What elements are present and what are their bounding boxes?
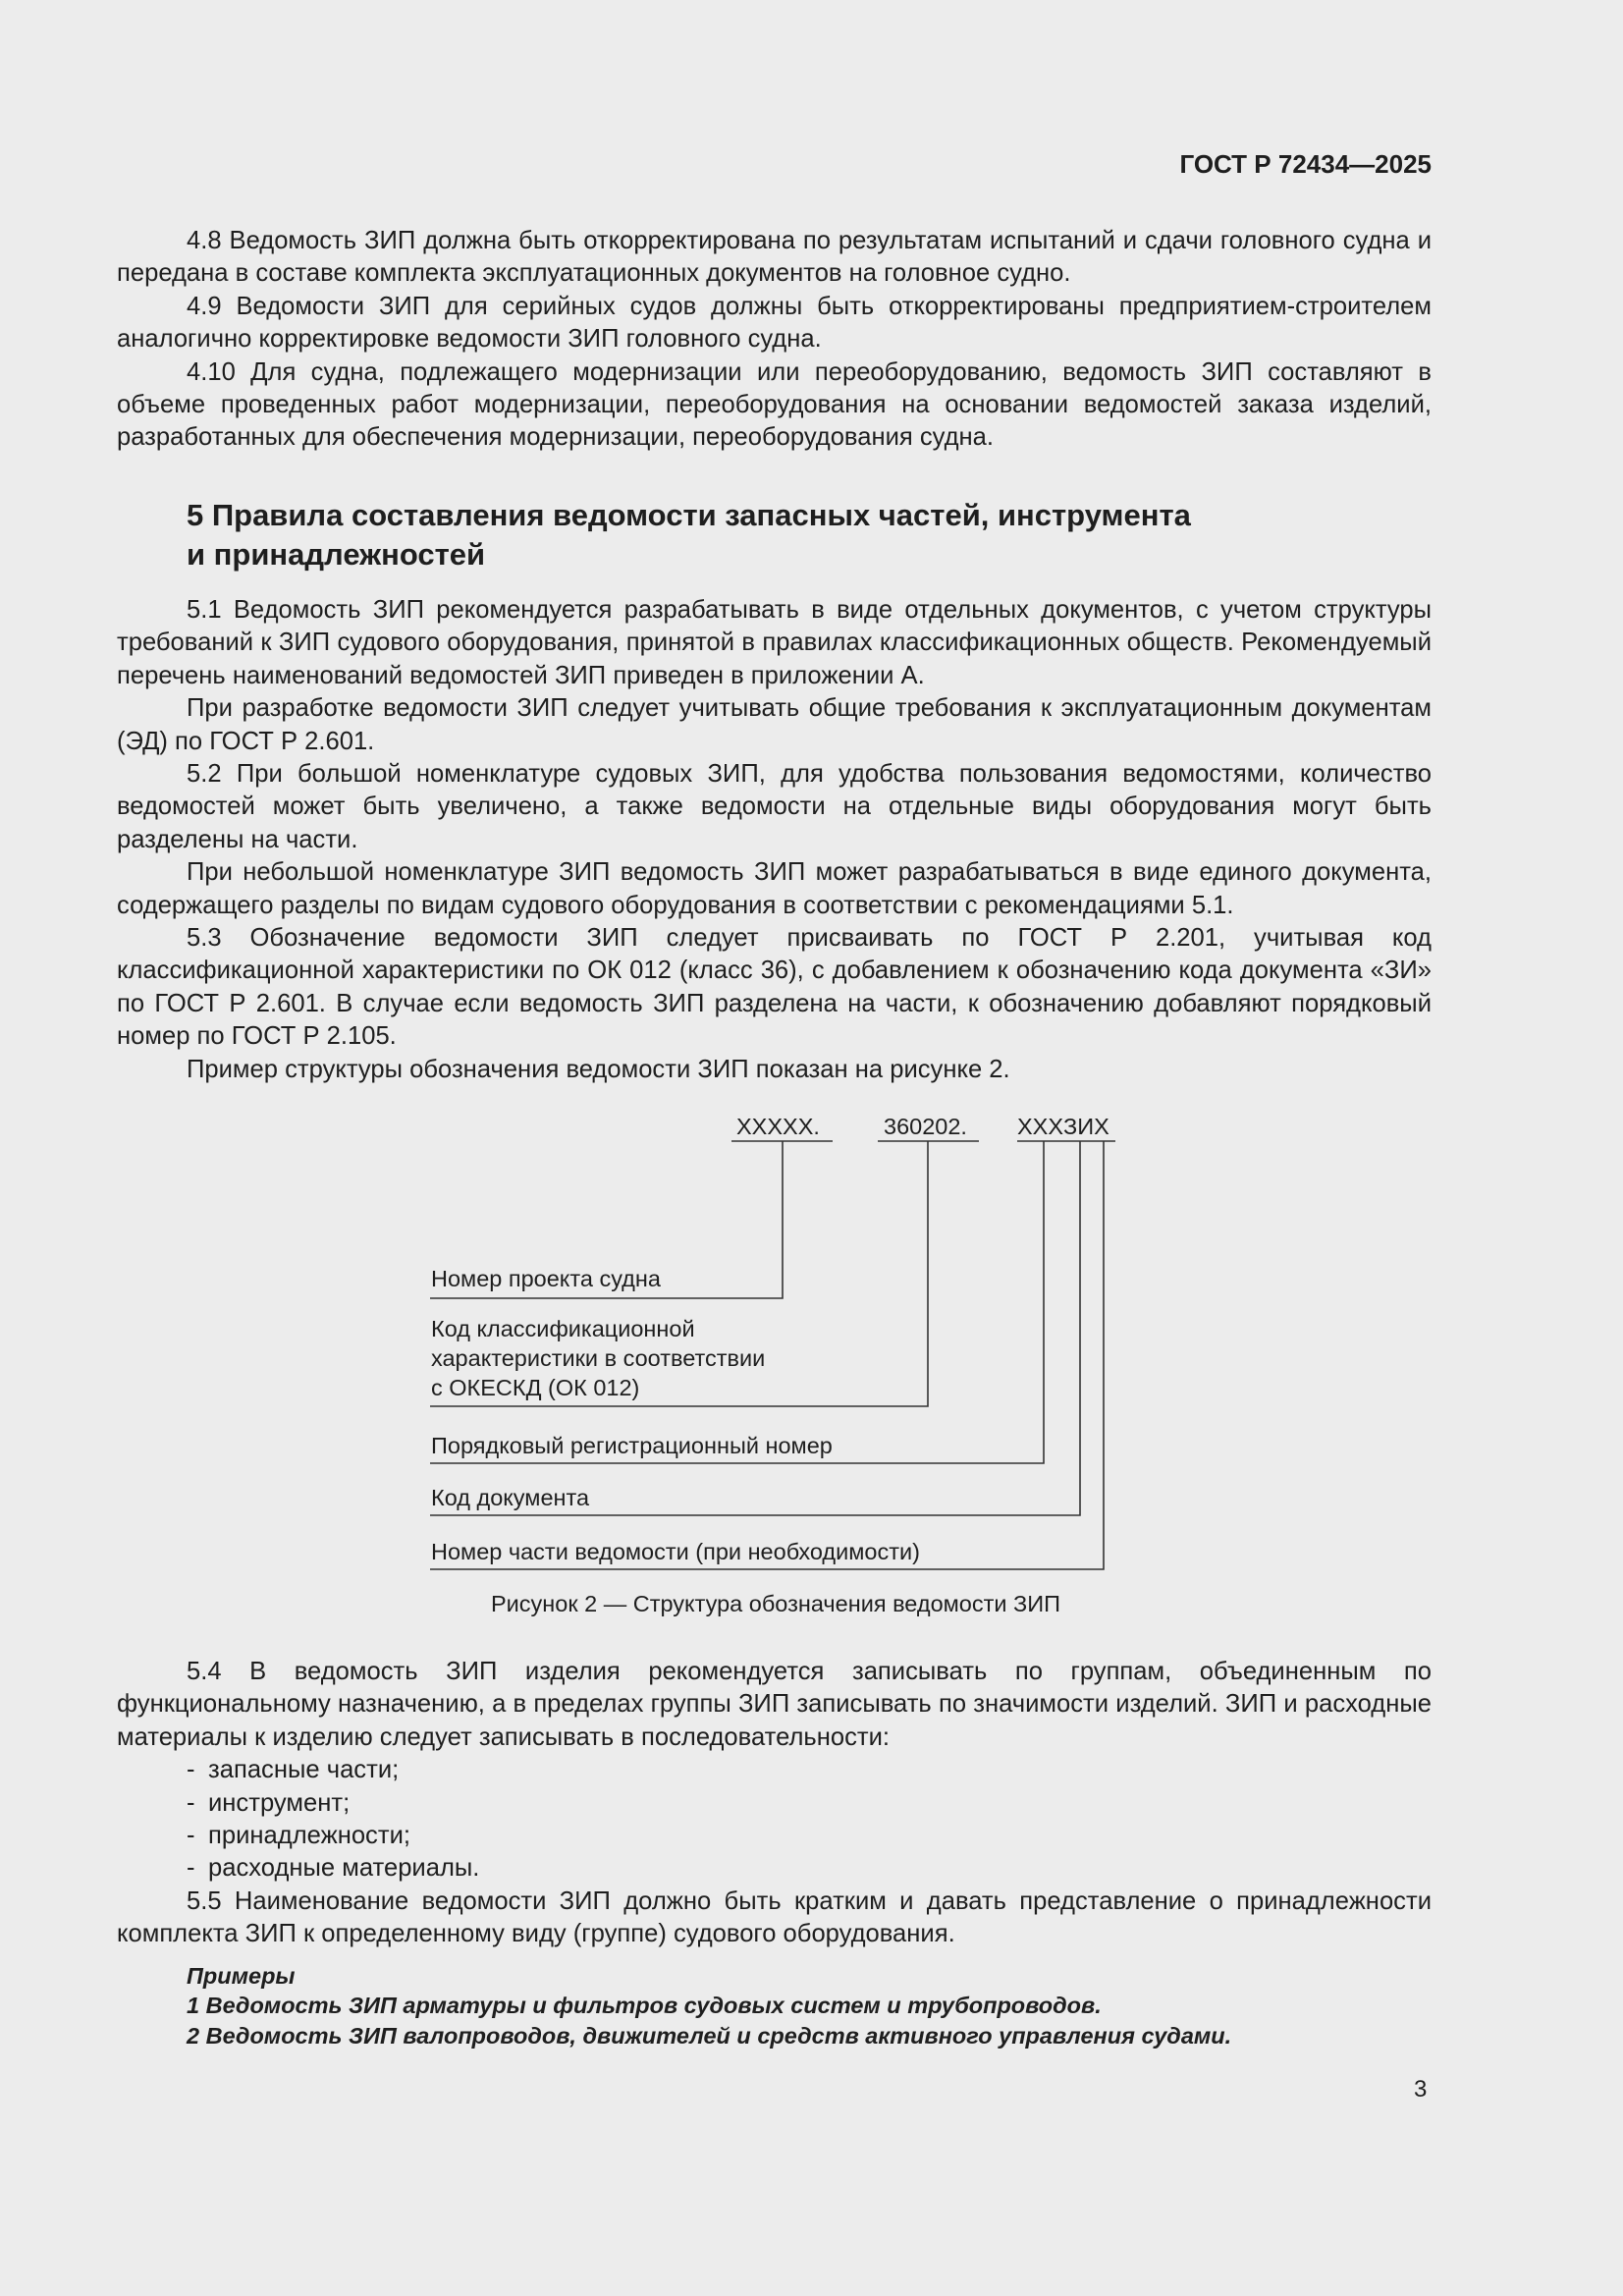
paragraph-5-2: 5.2 При большой номенклатуре судовых ЗИП, для удобства пользования ведомостями, количество ведомостей может быть увеличено, а также ведомости на отдельные виды оборудования могут быть разделены на части. [117,760,1432,853]
list-item: - запасные части; [187,1756,400,1784]
after-figure-body [117,1656,1432,2050]
paragraph-5-3-b: Пример структуры обозначения ведомости ЗИП показан на рисунке 2. [187,1055,1010,1083]
figure-label-classification-1: Код классификационной [431,1316,695,1341]
paragraph-4-9: 4.9 Ведомости ЗИП для серийных судов должны быть откорректированы предприятием-строителем аналогично корректировке ведомости ЗИП головного судна. [117,292,1432,354]
code-part1: XXXXX. [736,1114,820,1139]
page-number: 3 [1414,2076,1428,2103]
paragraph-5-5: 5.5 Наименование ведомости ЗИП должно быть кратким и давать представление о принадлежности комплекта ЗИП к определенному виду (группе) судового оборудования. [117,1886,1432,1948]
figure-label-project-number: Номер проекта судна [431,1266,661,1291]
figure-label-classification-3: с ОКЕСКД (ОК 012) [431,1375,640,1400]
figure-2-caption: Рисунок 2 — Структура обозначения ведомости ЗИП [490,1591,1061,1616]
section5-title-line2: и принадлежностей [187,537,486,572]
figure-label-document-code: Код документа [431,1485,590,1510]
examples-title: Примеры [187,1962,296,1989]
paragraph-5-1-b: При разработке ведомости ЗИП следует учитывать общие требования к эксплуатационным документам (ЭД) по ГОСТ Р 2.601. [117,694,1432,755]
figure-label-classification-2: характеристики в соответствии [431,1345,766,1371]
paragraph-5-4: 5.4 В ведомость ЗИП изделия рекомендуется записывать по группам, объединенным по функциональному назначению, а в пределах группы ЗИП записывать по значимости изделий. ЗИП и расходные материалы к изделию следует записывать в последовательности: [117,1658,1432,1751]
paragraph-4-8: 4.8 Ведомость ЗИП должна быть откорректирована по результатам испытаний и сдачи головного судна и передана в составе комплекта эксплуатационных документов на головное судно. [117,227,1432,288]
section5-title-line1: 5 Правила составления ведомости запасных частей, инструмента [187,498,1191,532]
list-item: - инструмент; [187,1788,351,1817]
list-item: - принадлежности; [187,1822,410,1850]
code-part3: XXXЗИХ [1017,1114,1109,1139]
document-id-header: ГОСТ Р 72434—2025 [1179,149,1432,179]
example-1: 1 Ведомость ЗИП арматуры и фильтров судовых систем и трубопроводов. [187,1993,1102,2019]
paragraph-4-10: 4.10 Для судна, подлежащего модернизации или переоборудованию, ведомость ЗИП составляют в объеме проведенных работ модернизации, переоборудования на основании ведомостей заказа изделий, разработанных для обеспечения модернизации, переоборудования судна. [117,357,1432,452]
paragraph-5-2-b: При небольшой номенклатуре ЗИП ведомость ЗИП может разрабатываться в виде единого документа, содержащего разделы по видам судового оборудования в соответствии с рекомендациями 5.1. [117,858,1432,919]
code-part2: 360202. [884,1114,967,1139]
leader-line-3 [430,1141,1044,1463]
paragraph-5-1: 5.1 Ведомость ЗИП рекомендуется разрабатывать в виде отдельных документов, с учетом структуры требований к ЗИП судового оборудования, принятой в правилах классификационных обществ. Рекомендуемый перечень наименований ведомостей ЗИП приведен в приложении А. [117,596,1432,689]
paragraph-5-3: 5.3 Обозначение ведомости ЗИП следует присваивать по ГОСТ Р 2.201, учитывая код классификационной характеристики по ОК 012 (класс 36), с добавлением к обозначению кода документа «ЗИ» по ГОСТ Р 2.601. В случае если ведомость ЗИП разделена на части, к обозначению добавляют порядковый номер по ГОСТ Р 2.105. [117,924,1432,1051]
list-item: - расходные материалы. [187,1854,480,1883]
figure-label-part-number: Номер части ведомости (при необходимости) [431,1539,920,1564]
zip-order-list [117,1754,1432,1886]
example-2: 2 Ведомость ЗИП валопроводов, движителей и средств активного управления судами. [187,2022,1232,2049]
figure-label-registration-number: Порядковый регистрационный номер [431,1433,833,1458]
